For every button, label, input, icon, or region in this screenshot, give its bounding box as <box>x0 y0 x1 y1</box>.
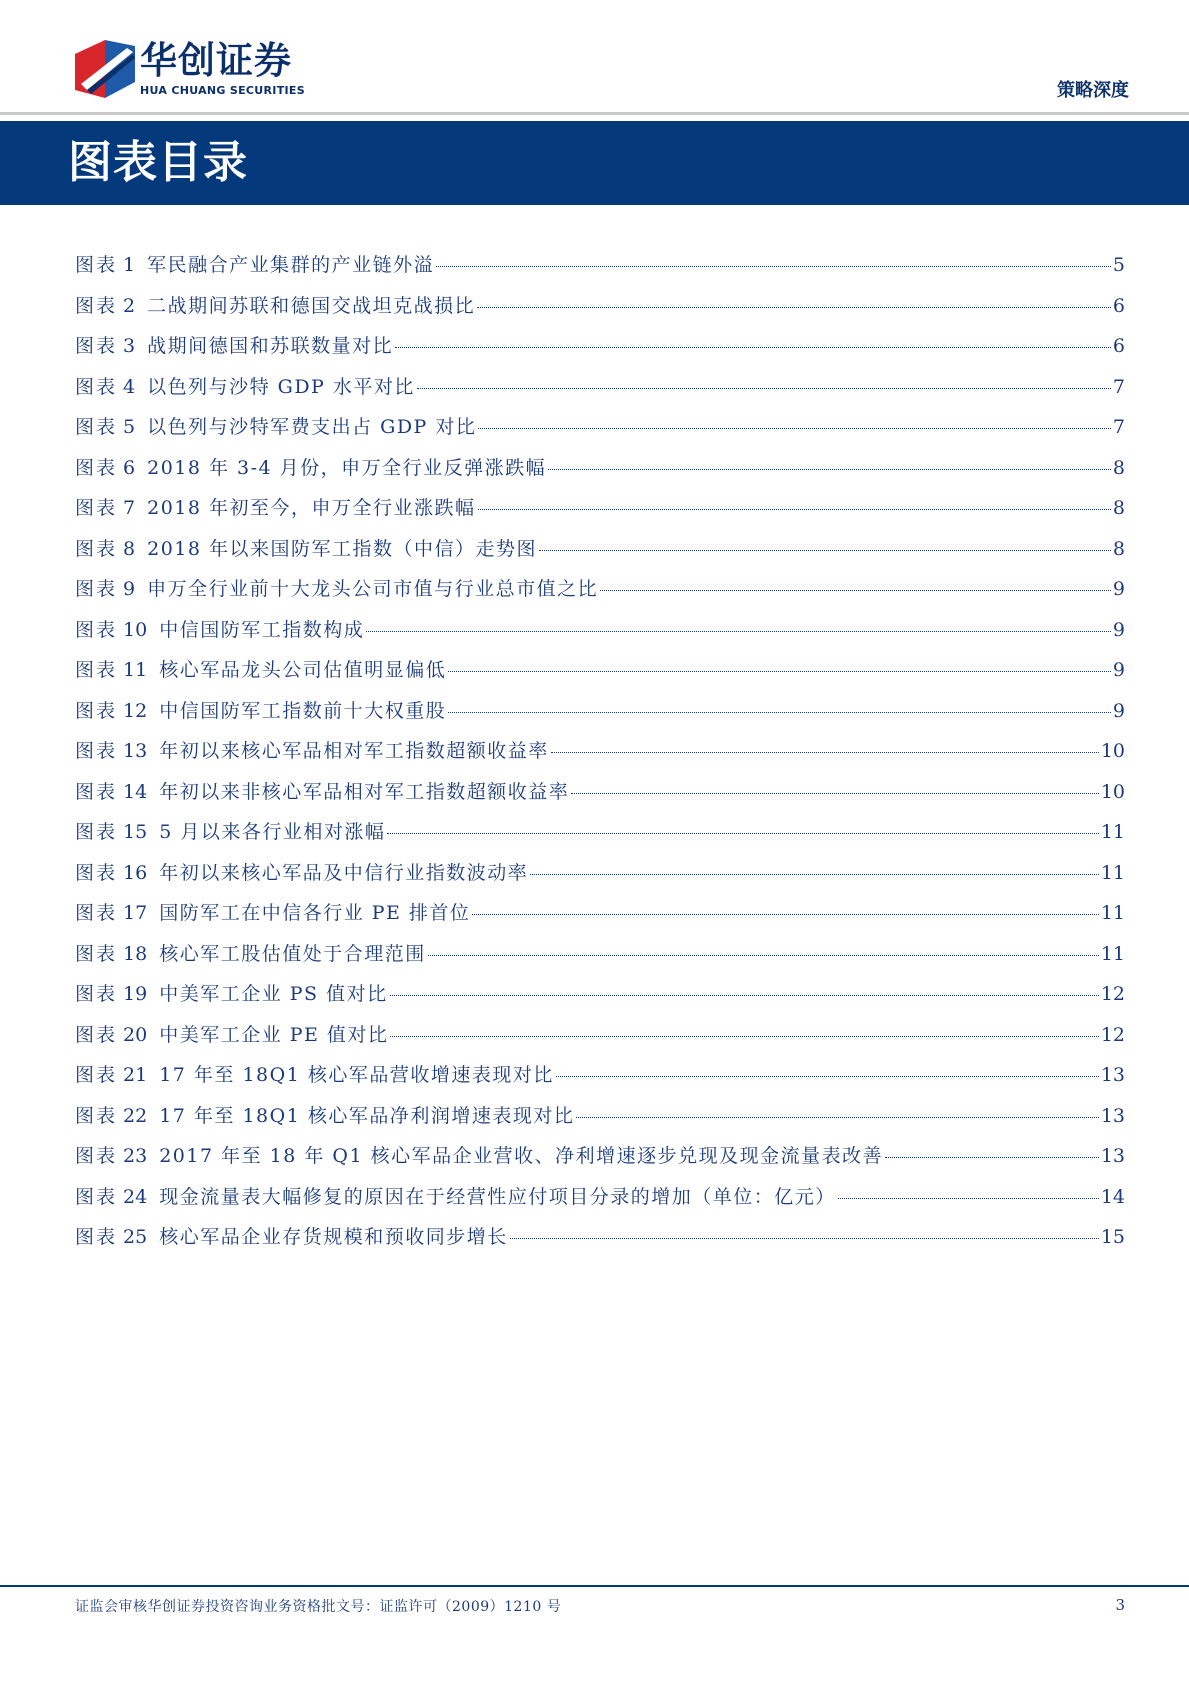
toc-entry-title: 核心军品龙头公司估值明显偏低 <box>159 659 447 681</box>
toc-entry-title: 中信国防军工指数构成 <box>159 618 365 641</box>
toc-entry-page: 10 <box>1100 780 1125 803</box>
page-number: 3 <box>1115 1596 1125 1614</box>
toc-entry-number: 22 <box>123 1104 148 1127</box>
toc-entry-number: 10 <box>123 618 148 641</box>
table-of-figures <box>75 250 1125 1263</box>
toc-entry-number: 19 <box>123 983 148 1005</box>
toc-entry-title: 17 年至 18Q1 核心军品营收增速表现对比 <box>159 1064 554 1086</box>
toc-entry-number: 25 <box>123 1226 148 1248</box>
toc-entry-number: 7 <box>123 497 136 519</box>
toc-entry-number: 24 <box>123 1185 148 1208</box>
toc-entry[interactable] <box>75 372 1125 413</box>
section-title: 图表目录 <box>68 137 248 188</box>
toc-entry-leader <box>395 347 1111 348</box>
toc-entry-label: 图表 <box>75 942 118 965</box>
toc-entry-page: 13 <box>1100 1064 1125 1086</box>
toc-entry[interactable] <box>75 1060 1125 1101</box>
toc-entry-label: 图表 <box>75 1145 118 1167</box>
toc-entry-leader <box>472 914 1098 915</box>
toc-entry-leader <box>387 833 1098 834</box>
toc-entry[interactable] <box>75 979 1125 1020</box>
toc-entry-number: 15 <box>123 821 148 843</box>
toc-entry[interactable] <box>75 534 1125 575</box>
footer-divider <box>0 1585 1189 1587</box>
toc-entry-number: 14 <box>123 780 148 803</box>
toc-entry-title: 2018 年 3-4 月份，申万全行业反弹涨跌幅 <box>147 456 547 479</box>
toc-entry-title: 现金流量表大幅修复的原因在于经营性应付项目分录的增加（单位：亿元） <box>159 1185 836 1208</box>
toc-entry-label: 图表 <box>75 861 118 884</box>
toc-entry[interactable] <box>75 250 1125 291</box>
toc-entry-title: 年初以来核心军品相对军工指数超额收益率 <box>159 740 549 762</box>
toc-entry-leader <box>477 307 1111 308</box>
report-type-tag: 策略深度 <box>1057 80 1129 101</box>
toc-entry-title: 2018 年初至今，申万全行业涨跌幅 <box>147 497 476 519</box>
toc-entry-page: 9 <box>1112 699 1125 722</box>
toc-entry-title: 国防军工在中信各行业 PE 排首位 <box>159 902 471 924</box>
toc-entry-leader <box>417 388 1111 389</box>
toc-entry-number: 8 <box>123 537 136 560</box>
toc-entry-number: 18 <box>123 942 148 965</box>
toc-entry-leader <box>600 590 1111 591</box>
toc-entry-label: 图表 <box>75 537 118 560</box>
toc-entry[interactable] <box>75 453 1125 494</box>
toc-entry[interactable] <box>75 1182 1125 1223</box>
brand-name-cn: 华创证券 <box>140 39 292 82</box>
toc-entry-number: 2 <box>123 294 136 317</box>
toc-entry-title: 核心军品企业存货规模和预收同步增长 <box>159 1226 508 1248</box>
toc-entry-title: 2017 年至 18 年 Q1 核心军品企业营收、净利增速逐步兑现及现金流量表改善 <box>159 1145 884 1167</box>
toc-entry-page: 9 <box>1112 659 1125 681</box>
toc-entry-label: 图表 <box>75 416 118 438</box>
toc-entry-title: 申万全行业前十大龙头公司市值与行业总市值之比 <box>147 578 599 600</box>
toc-entry-title: 核心军工股估值处于合理范围 <box>159 942 426 965</box>
toc-entry-page: 11 <box>1100 861 1125 884</box>
toc-entry-page: 14 <box>1100 1185 1125 1208</box>
toc-entry[interactable] <box>75 1222 1125 1263</box>
toc-entry-label: 图表 <box>75 659 118 681</box>
toc-entry-title: 5 月以来各行业相对涨幅 <box>159 821 386 843</box>
toc-entry-page: 11 <box>1100 942 1125 965</box>
toc-entry-page: 8 <box>1112 497 1125 519</box>
toc-entry-title: 以色列与沙特军费支出占 GDP 对比 <box>147 416 477 438</box>
toc-entry[interactable] <box>75 574 1125 615</box>
toc-entry-page: 10 <box>1100 740 1125 762</box>
toc-entry-page: 6 <box>1112 335 1125 357</box>
toc-entry-label: 图表 <box>75 375 118 398</box>
toc-entry-leader <box>448 712 1111 713</box>
toc-entry-label: 图表 <box>75 1226 118 1248</box>
toc-entry-page: 5 <box>1112 254 1125 276</box>
toc-entry-title: 中信国防军工指数前十大权重股 <box>159 699 447 722</box>
brand-name-en: HUA CHUANG SECURITIES <box>140 84 305 97</box>
toc-entry-page: 13 <box>1100 1104 1125 1127</box>
toc-entry-leader <box>390 995 1099 996</box>
toc-entry-leader <box>548 469 1111 470</box>
toc-entry-label: 图表 <box>75 294 118 317</box>
toc-entry-number: 16 <box>123 861 148 884</box>
toc-entry-page: 12 <box>1100 1023 1125 1046</box>
toc-entry[interactable] <box>75 615 1125 656</box>
toc-entry-page: 6 <box>1112 294 1125 317</box>
toc-entry-number: 4 <box>123 375 136 398</box>
toc-entry-label: 图表 <box>75 618 118 641</box>
toc-entry[interactable] <box>75 331 1125 372</box>
toc-entry-label: 图表 <box>75 983 118 1005</box>
toc-entry-page: 11 <box>1100 821 1125 843</box>
toc-entry-label: 图表 <box>75 1064 118 1086</box>
toc-entry-page: 8 <box>1112 456 1125 479</box>
toc-entry-label: 图表 <box>75 254 118 276</box>
footer-disclaimer: 证监会审核华创证券投资咨询业务资格批文号：证监许可（2009）1210 号 <box>75 1599 562 1615</box>
toc-entry-page: 8 <box>1112 537 1125 560</box>
toc-entry[interactable] <box>75 898 1125 939</box>
toc-entry-label: 图表 <box>75 740 118 762</box>
toc-entry-number: 3 <box>123 335 136 357</box>
toc-entry-label: 图表 <box>75 780 118 803</box>
toc-entry-title: 中美军工企业 PE 值对比 <box>159 1023 389 1046</box>
toc-entry-title: 以色列与沙特 GDP 水平对比 <box>147 375 415 398</box>
toc-entry-leader <box>448 671 1111 672</box>
toc-entry-page: 7 <box>1112 375 1125 398</box>
toc-entry-title: 二战期间苏联和德国交战坦克战损比 <box>147 294 476 317</box>
toc-entry-leader <box>530 874 1099 875</box>
toc-entry[interactable] <box>75 1020 1125 1061</box>
header-divider <box>0 112 1189 115</box>
toc-entry-leader <box>885 1157 1099 1158</box>
toc-entry[interactable] <box>75 939 1125 980</box>
toc-entry-page: 12 <box>1100 983 1125 1005</box>
toc-entry-page: 7 <box>1112 416 1125 438</box>
toc-entry-leader <box>366 631 1111 632</box>
toc-entry-number: 23 <box>123 1145 148 1167</box>
toc-entry-leader <box>551 752 1099 753</box>
toc-entry-leader <box>576 1117 1098 1118</box>
toc-entry-page: 9 <box>1112 578 1125 600</box>
toc-entry-title: 17 年至 18Q1 核心军品净利润增速表现对比 <box>159 1104 575 1127</box>
toc-entry-title: 战期间德国和苏联数量对比 <box>147 335 394 357</box>
toc-entry-label: 图表 <box>75 1104 118 1127</box>
toc-entry-label: 图表 <box>75 821 118 843</box>
toc-entry-leader <box>539 550 1111 551</box>
toc-entry-number: 21 <box>123 1064 148 1086</box>
toc-entry-label: 图表 <box>75 1185 118 1208</box>
toc-entry-number: 13 <box>123 740 148 762</box>
toc-entry-leader <box>478 428 1111 429</box>
toc-entry-number: 11 <box>123 659 148 681</box>
toc-entry-leader <box>390 1036 1098 1037</box>
toc-entry-label: 图表 <box>75 578 118 600</box>
toc-entry-number: 12 <box>123 699 148 722</box>
toc-entry-number: 5 <box>123 416 136 438</box>
toc-entry[interactable] <box>75 817 1125 858</box>
toc-entry-label: 图表 <box>75 335 118 357</box>
toc-entry-leader <box>571 793 1099 794</box>
page-header <box>0 0 1189 120</box>
toc-entry[interactable] <box>75 412 1125 453</box>
toc-entry-leader <box>838 1198 1099 1199</box>
toc-entry-title: 军民融合产业集群的产业链外溢 <box>147 254 435 276</box>
toc-entry-title: 中美军工企业 PS 值对比 <box>159 983 388 1005</box>
toc-entry-label: 图表 <box>75 497 118 519</box>
toc-entry-label: 图表 <box>75 1023 118 1046</box>
toc-entry-number: 17 <box>123 902 148 924</box>
company-logo <box>75 40 135 98</box>
toc-entry-leader <box>556 1076 1099 1077</box>
toc-entry-leader <box>428 955 1099 956</box>
toc-entry[interactable] <box>75 493 1125 534</box>
toc-entry[interactable] <box>75 736 1125 777</box>
toc-entry-label: 图表 <box>75 456 118 479</box>
toc-entry-page: 9 <box>1112 618 1125 641</box>
toc-entry-label: 图表 <box>75 902 118 924</box>
toc-entry-leader <box>510 1238 1099 1239</box>
toc-entry-number: 6 <box>123 456 136 479</box>
toc-entry[interactable] <box>75 696 1125 737</box>
toc-entry[interactable] <box>75 858 1125 899</box>
toc-entry-title: 2018 年以来国防军工指数（中信）走势图 <box>147 537 538 560</box>
toc-entry-title: 年初以来非核心军品相对军工指数超额收益率 <box>159 780 570 803</box>
toc-entry-title: 年初以来核心军品及中信行业指数波动率 <box>159 861 529 884</box>
toc-entry-page: 15 <box>1100 1226 1125 1248</box>
toc-entry-label: 图表 <box>75 699 118 722</box>
toc-entry[interactable] <box>75 1101 1125 1142</box>
toc-entry-number: 1 <box>123 254 136 276</box>
toc-entry[interactable] <box>75 655 1125 696</box>
toc-entry-number: 9 <box>123 578 136 600</box>
toc-entry-page: 13 <box>1100 1145 1125 1167</box>
toc-entry[interactable] <box>75 291 1125 332</box>
toc-entry-number: 20 <box>123 1023 148 1046</box>
toc-entry-leader <box>436 266 1111 267</box>
toc-entry[interactable] <box>75 777 1125 818</box>
section-banner <box>0 121 1189 205</box>
toc-entry[interactable] <box>75 1141 1125 1182</box>
toc-entry-page: 11 <box>1100 902 1125 924</box>
toc-entry-leader <box>478 509 1111 510</box>
